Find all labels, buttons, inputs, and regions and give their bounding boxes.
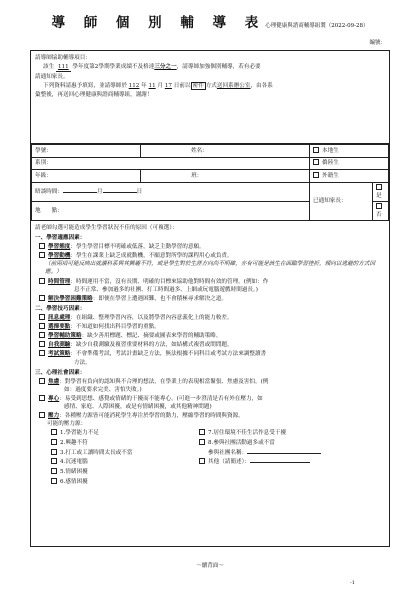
- notice-line-5: 彙整後，再送回心理健康與諮商輔導組，謝謝！: [35, 92, 153, 99]
- student-id-cell[interactable]: [32, 145, 141, 158]
- student-name-cell[interactable]: [141, 145, 310, 158]
- checkbox[interactable]: [39, 341, 45, 347]
- reason-text: ：各種壓力源皆可能消耗學生專注於學習的動力，壓縮學習的時間與資源。: [59, 413, 244, 420]
- stress-sources-label: 可能的壓力源：: [47, 421, 87, 428]
- checkbox[interactable]: [39, 243, 45, 249]
- notice-text: 下列資料請惠予填寫，並請導師於: [43, 83, 129, 90]
- reason-heading: 專心: [48, 396, 60, 403]
- notice-text: 學年度第2學期學業成績不及格達: [70, 64, 155, 71]
- reason-text: 息不正常、參加過多的社團、打工時間過多、上網或玩電腦遊戲時間過長。): [74, 286, 258, 293]
- grade-cell[interactable]: [32, 170, 141, 183]
- local-student-option[interactable]: [310, 145, 389, 158]
- page-number: -1: [350, 580, 355, 586]
- reason-text: 方法。: [74, 359, 91, 366]
- checkbox[interactable]: [199, 458, 205, 464]
- checkbox[interactable]: [51, 478, 57, 484]
- reason-stress[interactable]: [35, 412, 385, 420]
- notified-yes-option[interactable]: [373, 183, 388, 202]
- checkbox[interactable]: [51, 429, 57, 435]
- reason-text: 感情、家庭、人際困擾，或是有情緒困擾，或其他精神問題): [64, 404, 212, 411]
- notice-text: 年: [139, 83, 149, 90]
- student-id-label: 學號：: [35, 147, 52, 154]
- notice-text: ，請導師加強個別輔導，若有必要: [176, 64, 261, 71]
- checkbox[interactable]: [39, 395, 45, 401]
- local-checkbox[interactable]: [313, 147, 319, 153]
- checkbox[interactable]: [39, 332, 45, 338]
- stress-label: 8.參與社團活動過多或不當: [208, 440, 275, 447]
- reason-self-testing[interactable]: [35, 341, 385, 349]
- overseas-label: 僑陸生: [322, 160, 339, 167]
- stress-option-emotion[interactable]: [51, 468, 199, 476]
- reasons-intro: 請老師勾選可能造成學生學習狀況不佳的原因（可複選）：: [35, 224, 178, 231]
- checkbox[interactable]: [51, 458, 57, 464]
- yes-label: 是: [376, 192, 382, 199]
- reason-heading: 焦慮: [48, 378, 60, 385]
- stress-option-relationship[interactable]: [51, 478, 199, 486]
- form-sheet: [30, 50, 390, 547]
- department-cell[interactable]: [32, 157, 310, 170]
- page-title: 導 師 個 別 輔 導 表: [51, 15, 266, 31]
- day-label: 日: [136, 188, 143, 195]
- stress-label: 4.沉迷電腦: [60, 459, 88, 466]
- stress-option-work[interactable]: [51, 449, 199, 457]
- section-learning-skills: 二、學習技巧因素：: [35, 305, 86, 312]
- reason-heading: 學習動機: [48, 253, 71, 260]
- checkbox[interactable]: [39, 295, 45, 301]
- class-cell[interactable]: [141, 170, 310, 183]
- reason-heading: 自我測驗: [48, 342, 71, 349]
- stress-label: 1.學習能力不足: [60, 430, 99, 437]
- failure-ratio-emphasis: 三分之一: [154, 64, 177, 71]
- overseas-checkbox[interactable]: [313, 159, 319, 165]
- checkbox[interactable]: [199, 429, 205, 435]
- reason-text: ：即便在學習上遭遇困難，也不會積極尋求解決之道。: [92, 295, 228, 302]
- month-label: 月: [96, 188, 103, 195]
- checkbox[interactable]: [39, 323, 45, 329]
- reason-heading: 壓力: [48, 413, 60, 420]
- stress-option-interest[interactable]: [51, 439, 199, 447]
- reason-text: ：缺少善用標題、標記、摘要或圖表來學習的輔助策略。: [81, 333, 222, 340]
- foreign-student-option[interactable]: [310, 170, 389, 183]
- checkbox[interactable]: [39, 278, 45, 284]
- section-learning-adaptation: 一、學習適應因素：: [35, 235, 86, 242]
- stress-option-ability[interactable]: [51, 429, 199, 437]
- notice-text: 月: [155, 83, 165, 90]
- stress-label: 2.興趣不符: [60, 440, 88, 447]
- reason-text: ：學生學習目標不明確或低落，缺乏主動學習的意願。: [70, 244, 205, 251]
- checkbox[interactable]: [39, 412, 45, 418]
- reason-information-processing[interactable]: [35, 314, 385, 322]
- reason-text: 如：過度要求完美、害怕失敗。): [64, 386, 142, 393]
- reason-text: ：對學習有負向的認知與不合理的想法，在學業上的表現相當緊張、焦慮及害怕。(例: [59, 378, 269, 385]
- interview-place-label: 地 點：: [35, 207, 63, 214]
- stress-label: 3.打工或工讀時間太長或不當: [60, 449, 133, 456]
- checkbox[interactable]: [51, 439, 57, 445]
- department-label: 系別：: [35, 160, 52, 167]
- reason-heading: 訊息處理: [48, 315, 71, 322]
- reason-text: ：不知道如何找出科目學習的重點。: [70, 324, 160, 331]
- reason-heading: 時間管理: [48, 278, 71, 285]
- grade-label: 年級：: [35, 172, 52, 179]
- stress-option-other[interactable]: [199, 458, 369, 466]
- no-checkbox[interactable]: [376, 203, 382, 209]
- reason-heading: 學習態度: [48, 244, 71, 251]
- reason-text: ：易受到思想、感覺或情緒的干擾而不能專心。(可進一步澄清是否有外在壓力，如: [59, 396, 263, 403]
- reason-test-strategy[interactable]: [35, 350, 385, 366]
- continue-on-back: ～續背面～: [196, 563, 224, 569]
- notice-line-4: [35, 82, 385, 90]
- notice-line-1: 請導師協助輔導項目：: [35, 55, 91, 61]
- checkbox[interactable]: [39, 252, 45, 258]
- checkbox[interactable]: [51, 468, 57, 474]
- stress-sources-grid: [35, 429, 385, 485]
- checkbox[interactable]: [39, 350, 45, 356]
- interview-date-cell[interactable]: [32, 182, 310, 201]
- parent-notified-label: 已通知家長：: [313, 198, 347, 205]
- class-label: 班：: [191, 172, 203, 179]
- yes-checkbox[interactable]: [376, 184, 382, 190]
- reason-text: ：不會準備考試，考試計畫缺乏方法，無法根據不同科目或考試方法來調整讀書: [70, 351, 267, 358]
- checkbox[interactable]: [51, 449, 57, 455]
- stress-label: 7.居住環境不佳生活作息受干擾: [208, 430, 287, 437]
- student-name-label: 姓名：: [191, 147, 208, 154]
- stress-option-computer[interactable]: [51, 458, 199, 466]
- reason-problem-solving[interactable]: [35, 295, 385, 303]
- reason-heading: 學習輔助策略: [48, 333, 82, 340]
- foreign-checkbox[interactable]: [313, 172, 319, 178]
- reason-concentration[interactable]: [35, 395, 385, 411]
- club-name-label: 參與社團名稱：: [208, 449, 248, 456]
- club-name-field[interactable]: [199, 449, 369, 457]
- overseas-student-option[interactable]: [310, 157, 389, 170]
- interview-place-cell[interactable]: [32, 201, 310, 220]
- reason-heading: 解決學習困難策略: [48, 295, 93, 302]
- reason-heading: 考試策略: [48, 351, 71, 358]
- academic-year-value: 111: [56, 63, 71, 72]
- notice-line-3: 請通知家長。: [35, 74, 69, 81]
- reason-text: ：學生在課業上缺乏成就動機，不願意對所學的課程用心或負責。: [70, 253, 233, 260]
- section-psychosocial: 三、心理社會因素：: [35, 369, 86, 376]
- page-subtitle: 心理健康與諮商輔導組製（2022-09-28）: [265, 23, 369, 29]
- notice-text: 日前以: [171, 83, 191, 90]
- stress-label: 其他（請簡述）：: [208, 459, 250, 466]
- reason-text: ：缺少自我測驗及複習重要材料的方法，如結構式複習或問問題。: [70, 342, 233, 349]
- interview-date-label: 晤談時間：: [35, 188, 63, 195]
- stress-option-living[interactable]: [199, 429, 369, 437]
- deadline-day: 17: [164, 83, 172, 90]
- checkbox[interactable]: [199, 439, 205, 445]
- reason-text: ：時間運用不當，沒有長期、明確的目標來協助他對時間有效的管理。(例如：作: [70, 278, 269, 285]
- adaptation-note: （前兩項可能反映出就讀科系與其興趣不符，或是學生對於生涯方向尚不明確，亦有可能是該生在面臨學習挫折，傾向以逃避的方式因應。）: [45, 261, 376, 276]
- reason-study-aids[interactable]: [35, 332, 385, 340]
- notice-text: ，由各系: [250, 83, 273, 90]
- reason-learning-attitude[interactable]: [35, 243, 385, 251]
- reason-selecting-key-points[interactable]: [35, 323, 385, 331]
- reasons-section: [31, 221, 389, 546]
- notified-no-option[interactable]: [373, 202, 388, 220]
- checkbox[interactable]: [39, 378, 45, 384]
- local-label: 本地生: [322, 147, 339, 154]
- reason-anxiety[interactable]: [35, 378, 385, 394]
- deadline-month: 11: [148, 83, 156, 90]
- serial-number-label: 編號：: [369, 40, 386, 46]
- stress-label: 5.情緒困擾: [60, 468, 88, 475]
- notice-text: 該生: [43, 64, 56, 71]
- reason-learning-motivation[interactable]: [35, 252, 385, 260]
- deadline-year: 112: [128, 83, 140, 90]
- checkbox[interactable]: [39, 314, 45, 320]
- reason-heading: 選擇要點: [48, 324, 71, 331]
- foreign-label: 外籍生: [322, 172, 339, 179]
- reason-text: ：在組織、整理學習內容，以及將學習內容意義化上的能力較差。: [70, 315, 233, 322]
- no-label: 否: [376, 211, 382, 218]
- page-header: [0, 14, 420, 34]
- return-location: 送回系辦公室: [216, 83, 251, 90]
- stress-label: 6.感情困擾: [60, 478, 88, 485]
- notice-text: 方式: [205, 83, 217, 90]
- reason-time-management[interactable]: [35, 278, 385, 294]
- student-info-table: [31, 144, 389, 221]
- notice-line-2: [35, 63, 385, 72]
- stress-option-clubs[interactable]: [199, 439, 369, 447]
- confidential-stamp: 密件: [192, 83, 204, 90]
- notice-section: [31, 51, 389, 144]
- parent-notified-cell: [310, 182, 389, 220]
